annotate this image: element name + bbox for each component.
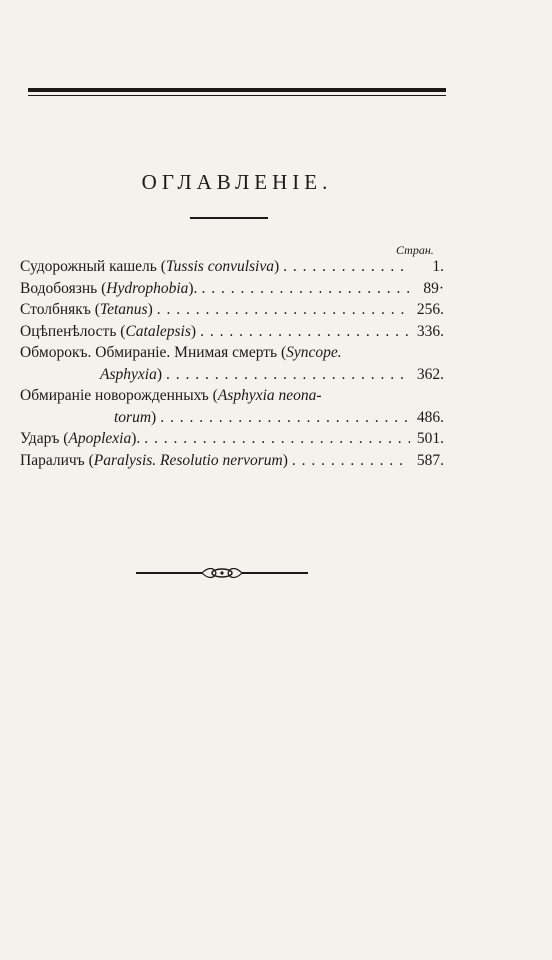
entry-page-number: 89· bbox=[423, 279, 444, 297]
entry-title: Обмираніе новорожденныхъ (Asphyxia neona- bbox=[20, 387, 322, 404]
toc-entry bbox=[20, 256, 444, 278]
entry-page-number: 587. bbox=[416, 451, 444, 469]
entry-title: Обморокъ. Обмираніе. Мнимая смерть (Syncope. bbox=[20, 344, 342, 361]
toc-entry bbox=[20, 428, 444, 450]
entry-title: Водобоязнь (Hydrophobia). bbox=[20, 279, 198, 297]
toc-entry-first-line bbox=[20, 342, 444, 364]
entry-title-continuation: Asphyxia) bbox=[100, 365, 162, 383]
leader-dots bbox=[197, 278, 410, 300]
toc-entry bbox=[20, 299, 444, 321]
entry-page-number: 362. bbox=[416, 365, 444, 383]
decorative-ornament-divider bbox=[136, 566, 308, 580]
leader-dots bbox=[288, 450, 410, 472]
leader-dots bbox=[153, 299, 410, 321]
entry-title-continuation: torum) bbox=[114, 408, 157, 426]
entry-page-number: 486. bbox=[416, 408, 444, 426]
leader-dots bbox=[140, 428, 410, 450]
toc-entry bbox=[20, 278, 444, 300]
toc-entry-continuation bbox=[20, 407, 444, 429]
leader-dots bbox=[162, 364, 410, 386]
top-double-rule-thin bbox=[28, 95, 446, 96]
entry-title: Оцѣпенѣлость (Catalepsis) bbox=[20, 322, 197, 340]
leader-dots bbox=[196, 321, 410, 343]
entry-title: Судорожный кашель (Tussis convulsiva) bbox=[20, 258, 280, 275]
entry-page-number: 336. bbox=[416, 322, 444, 340]
toc-entry bbox=[20, 321, 444, 343]
entry-title: Ударъ (Apoplexia). bbox=[20, 430, 141, 447]
leader-dots bbox=[156, 407, 410, 429]
toc-entry bbox=[20, 450, 444, 472]
page-title: ОГЛАВЛЕНІЕ. bbox=[141, 170, 333, 194]
table-of-contents bbox=[20, 256, 444, 471]
entry-page-number: 256. bbox=[416, 301, 444, 318]
leader-dots bbox=[279, 256, 410, 278]
title-divider bbox=[190, 217, 268, 219]
entry-page-number: 501. bbox=[416, 430, 444, 447]
top-double-rule-thick bbox=[28, 88, 446, 92]
page-column-label: Стран. bbox=[396, 243, 434, 257]
entry-title: Параличъ (Paralysis. Resolutio nervorum) bbox=[20, 451, 288, 469]
toc-entry-continuation bbox=[20, 364, 444, 386]
entry-page-number: 1. bbox=[432, 258, 444, 275]
toc-entry-first-line bbox=[20, 385, 444, 407]
entry-title: Столбнякъ (Tetanus) bbox=[20, 301, 153, 318]
